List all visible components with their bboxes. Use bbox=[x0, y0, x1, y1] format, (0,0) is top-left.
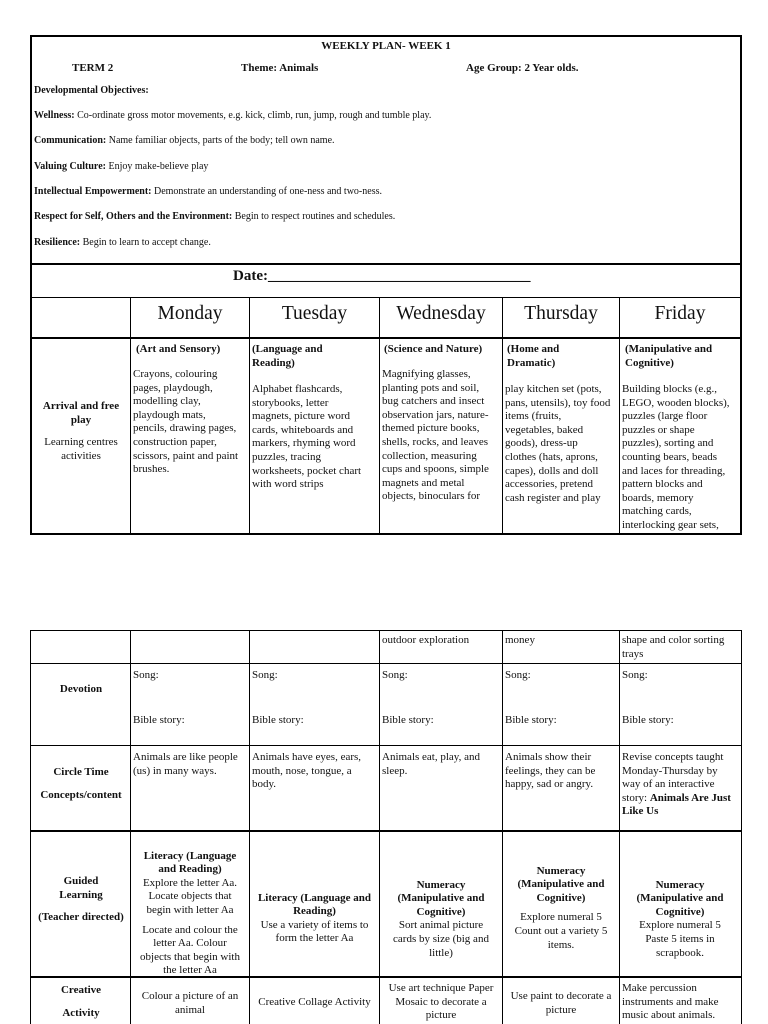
arrival-continued-thursday: money bbox=[505, 634, 535, 646]
devotion-tuesday-bible: Bible story: bbox=[252, 714, 304, 726]
creative-wednesday: Use art technique Paper Mosaic to decorate a picture bbox=[388, 982, 494, 1022]
arrival-friday-title: (Manipulative and Cognitive) bbox=[625, 343, 713, 369]
devotion-row-label: Devotion bbox=[59, 683, 103, 695]
arrival-continued-friday: shape and color sorting trays bbox=[622, 634, 725, 660]
arrival-thursday-body: play kitchen set (pots, pans, utensils), toy food items (fruits, vegetables, baked goods), dress-up clothes (hats, aprons, capes), dolls and doll accessories, pretend cash register and play bbox=[505, 383, 611, 504]
age-group-label: Age Group: 2 Year olds. bbox=[466, 62, 579, 74]
objective-respect: Respect for Self, Others and the Environment: Begin to respect routines and schedules. bbox=[34, 211, 396, 222]
creative-friday: Make percussion instruments and make music about animals. bbox=[622, 982, 719, 1022]
arrival-monday-body: Crayons, colouring pages, playdough, modelling clay, playdough mats, pencils, drawing pages, construction paper, scissors, paint and paint brushes. bbox=[133, 368, 239, 476]
term-label: TERM 2 bbox=[72, 62, 114, 74]
devotion-thursday-song: Song: bbox=[505, 669, 531, 681]
objectives-heading: Developmental Objectives: bbox=[34, 85, 149, 96]
arrival-row-sublabel: Learning centres activities bbox=[44, 436, 118, 462]
devotion-friday-bible: Bible story: bbox=[622, 714, 674, 726]
guided-friday: Numeracy (Manipulative and Cognitive) Explore numeral 5 Paste 5 items in scrapbook. bbox=[636, 878, 724, 959]
circle-tuesday: Animals have eyes, ears, mouth, nose, tongue, a body. bbox=[252, 751, 362, 791]
theme-label: Theme: Animals bbox=[241, 62, 319, 74]
objective-valuing-culture: Valuing Culture: Enjoy make-believe play bbox=[34, 161, 209, 172]
guided-row-sublabel: (Teacher directed) bbox=[38, 911, 124, 923]
objective-resilience: Resilience: Begin to learn to accept change. bbox=[34, 237, 211, 248]
devotion-monday-bible: Bible story: bbox=[133, 714, 185, 726]
date-field: Date:___________________________________ bbox=[233, 268, 531, 284]
day-header-thursday: Thursday bbox=[524, 303, 598, 324]
devotion-monday-song: Song: bbox=[133, 669, 159, 681]
creative-thursday: Use paint to decorate a picture bbox=[510, 990, 612, 1016]
guided-tuesday: Literacy (Language and Reading) Use a variety of items to form the letter Aa bbox=[257, 891, 372, 945]
arrival-wednesday-body: Magnifying glasses, planting pots and soil, bug catchers and insect observation jars, nature- themed picture books, shells, rocks, and leaves collection, measuring cups and spoons, simple magnets and metal objects, binoculars for bbox=[382, 368, 489, 503]
devotion-friday-song: Song: bbox=[622, 669, 648, 681]
circle-row-label: Circle Time bbox=[53, 766, 109, 778]
arrival-tuesday-title: (Language and Reading) bbox=[252, 343, 323, 369]
circle-wednesday: Animals eat, play, and sleep. bbox=[382, 751, 480, 777]
devotion-wednesday-bible: Bible story: bbox=[382, 714, 434, 726]
arrival-monday-title: (Art and Sensory) bbox=[136, 343, 221, 355]
objective-wellness: Wellness: Co-ordinate gross motor movements, e.g. kick, climb, run, jump, rough and tumble play. bbox=[34, 110, 432, 121]
creative-monday: Colour a picture of an animal bbox=[141, 990, 239, 1016]
objective-communication: Communication: Name familiar objects, parts of the body; tell own name. bbox=[34, 135, 335, 146]
creative-row-sublabel: Activity bbox=[62, 1007, 100, 1019]
arrival-friday-body: Building blocks (e.g., LEGO, wooden blocks), puzzles (large floor puzzles or shape puzzles), sorting and counting bears, beads and laces for threading, pattern blocks and boards, memory matching cards, interlocking gear sets, bbox=[622, 383, 730, 531]
creative-row-label: Creative bbox=[60, 984, 102, 996]
day-header-wednesday: Wednesday bbox=[396, 303, 486, 324]
devotion-wednesday-song: Song: bbox=[382, 669, 408, 681]
arrival-row-label: Arrival and free play bbox=[42, 400, 120, 426]
circle-row-sublabel: Concepts/content bbox=[40, 789, 122, 801]
objective-intellectual: Intellectual Empowerment: Demonstrate an understanding of one-ness and two-ness. bbox=[34, 186, 382, 197]
circle-friday: Revise concepts taught Monday-Thursday by way of an interactive story: Animals Are Just Like Us bbox=[622, 751, 731, 818]
circle-thursday: Animals show their feelings, they can be happy, sad or angry. bbox=[505, 751, 596, 791]
guided-thursday: Numeracy (Manipulative and Cognitive) Explore numeral 5 Count out a variety 5 items. bbox=[514, 864, 608, 951]
arrival-wednesday-title: (Science and Nature) bbox=[384, 343, 483, 355]
guided-wednesday: Numeracy (Manipulative and Cognitive) Sort animal picture cards by size (big and little) bbox=[393, 878, 489, 959]
guided-row-label: Guided Learning bbox=[59, 875, 103, 901]
day-header-monday: Monday bbox=[157, 303, 223, 324]
circle-monday: Animals are like people (us) in many ways. bbox=[133, 751, 238, 777]
arrival-thursday-title: (Home and Dramatic) bbox=[507, 343, 560, 369]
arrival-continued-wednesday: outdoor exploration bbox=[382, 634, 470, 646]
guided-monday: Literacy (Language and Reading) Explore the letter Aa. Locate objects that begin with letter Aa Locate and colour the letter Aa. Colour objects that begin with the letter Aa bbox=[140, 849, 240, 977]
day-header-tuesday: Tuesday bbox=[281, 303, 348, 324]
devotion-thursday-bible: Bible story: bbox=[505, 714, 557, 726]
arrival-tuesday-body: Alphabet flashcards, storybooks, letter magnets, picture word cards, whiteboards and markers, rhyming word puzzles, tracing worksheets, pocket chart with word strips bbox=[252, 383, 362, 491]
day-header-friday: Friday bbox=[654, 303, 706, 324]
plan-title: WEEKLY PLAN- WEEK 1 bbox=[321, 40, 451, 52]
creative-tuesday: Creative Collage Activity bbox=[258, 996, 371, 1008]
devotion-tuesday-song: Song: bbox=[252, 669, 278, 681]
